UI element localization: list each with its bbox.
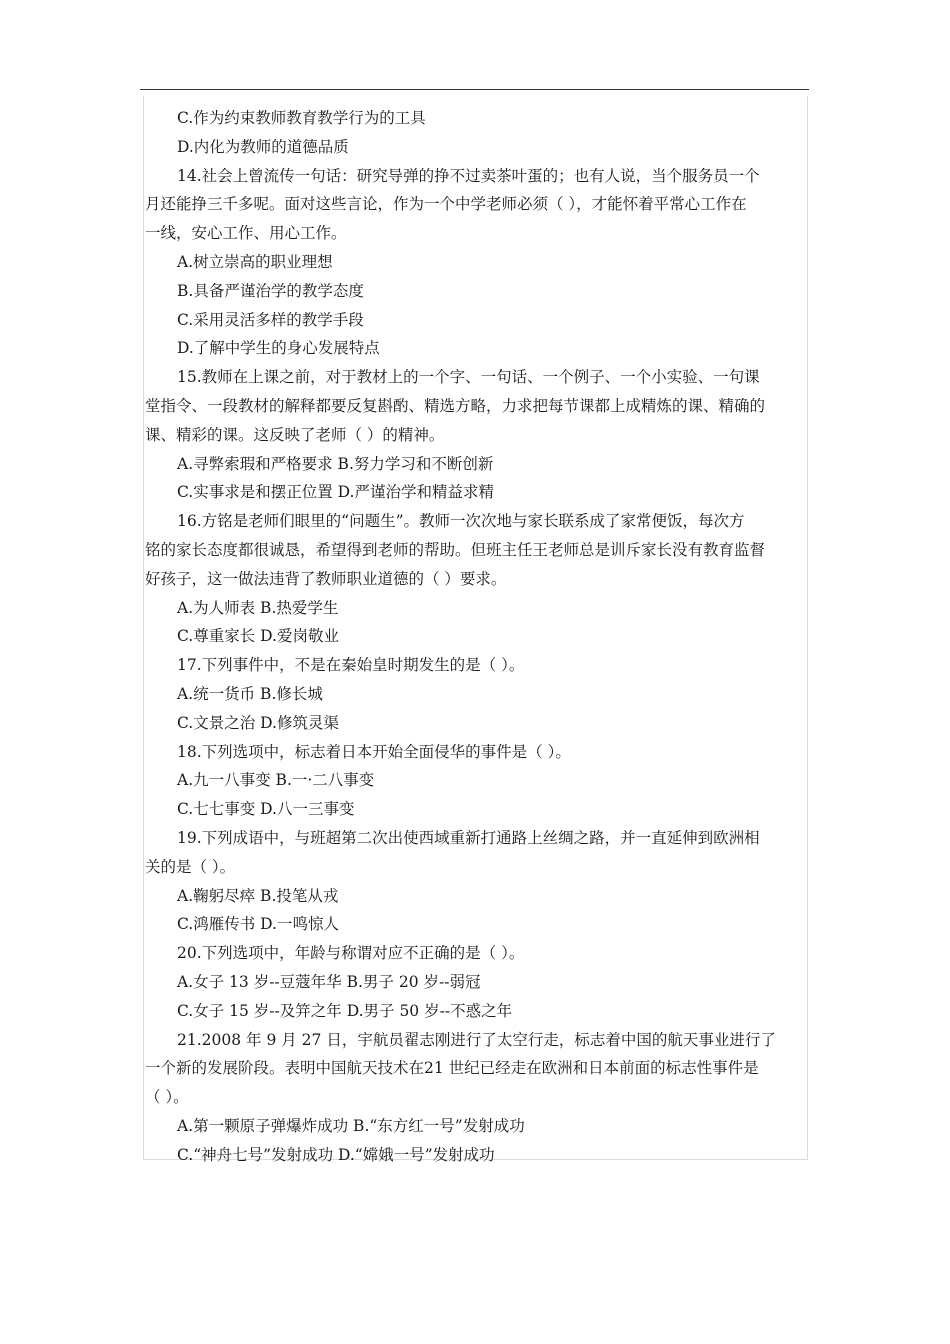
answer-option-line: A.女子 13 岁--豆蔻年华 B.男子 20 岁--弱冠: [177, 972, 481, 991]
answer-option-line: A.树立崇高的职业理想: [177, 252, 333, 271]
answer-option-line: A.统一货币 B.修长城: [177, 684, 323, 703]
question-text-line: 一个新的发展阶段。表明中国航天技术在21 世纪已经走在欧洲和日本前面的标志性事件是: [145, 1059, 759, 1078]
question-text-line: 14.社会上曾流传一句话：研究导弹的挣不过卖茶叶蛋的；也有人说，当个服务员一个: [177, 166, 760, 185]
answer-option-line: A.为人师表 B.热爱学生: [177, 598, 339, 617]
question-text-line: 课、精彩的课。这反映了老师（ ）的精神。: [145, 425, 445, 444]
answer-option-line: C.采用灵活多样的教学手段: [177, 310, 364, 329]
document-body: [145, 104, 809, 1169]
question-text-line: 17.下列事件中，不是在秦始皇时期发生的是（ ）。: [177, 656, 525, 675]
answer-option-line: B.具备严谨治学的教学态度: [177, 281, 364, 300]
answer-option-line: A.九一八事变 B.一·二八事变: [177, 771, 375, 790]
question-text-line: 15.教师在上课之前，对于教材上的一个字、一句话、一个例子、一个小实验、一句课: [177, 368, 760, 387]
answer-option-line: A.寻弊索瑕和严格要求 B.努力学习和不断创新: [177, 454, 494, 473]
question-text-line: 堂指令、一段教材的解释都要反复斟酌、精选方略，力求把每节课都上成精炼的课、精确的: [145, 396, 766, 415]
question-text-line: 21.2008 年 9 月 27 日，宇航员翟志刚进行了太空行走，标志着中国的航天事业进行了: [177, 1030, 776, 1049]
question-text-line: 一线，安心工作、用心工作。: [145, 224, 347, 243]
answer-option-line: D.了解中学生的身心发展特点: [177, 339, 380, 358]
question-text-line: 铭的家长态度都很诚恳，希望得到老师的帮助。但班主任王老师总是训斥家长没有教育监督: [145, 540, 766, 559]
answer-option-line: C.女子 15 岁--及笄之年 D.男子 50 岁--不惑之年: [177, 1001, 513, 1020]
question-text-line: 16.方铭是老师们眼里的“问题生”。教师一次次地与家长联系成了家常便饭，每次方: [177, 512, 745, 531]
answer-option-line: C.实事求是和摆正位置 D.严谨治学和精益求精: [177, 483, 494, 502]
question-text-line: 18.下列选项中，标志着日本开始全面侵华的事件是（ ）。: [177, 742, 571, 761]
question-text-line: 好孩子，这一做法违背了教师职业道德的（ ）要求。: [145, 569, 507, 588]
question-text-line: 月还能挣三千多呢。面对这些言论，作为一个中学老师必须（ ），才能怀着平常心工作在: [145, 195, 747, 214]
answer-option-line: C.“神舟七号”发射成功 D.“嫦娥一号”发射成功: [177, 1145, 495, 1164]
header-rule: [140, 89, 809, 90]
answer-option-line: C.文景之治 D.修筑灵渠: [177, 713, 339, 732]
question-text-line: （ ）。: [145, 1088, 189, 1107]
answer-option-line: C.七七事变 D.八一三事变: [177, 800, 355, 819]
answer-option-line: C.鸿雁传书 D.一鸣惊人: [177, 915, 339, 934]
question-text-line: 19.下列成语中，与班超第二次出使西域重新打通路上丝绸之路，并一直延伸到欧洲相: [177, 828, 760, 847]
answer-option-line: C.尊重家长 D.爱岗敬业: [177, 627, 339, 646]
answer-option-line: A.第一颗原子弹爆炸成功 B.“东方红一号”发射成功: [177, 1116, 525, 1135]
question-text-line: 关的是（ ）。: [145, 857, 236, 876]
answer-option-line: A.鞠躬尽瘁 B.投笔从戎: [177, 886, 339, 905]
answer-option-line: D.内化为教师的道德品质: [177, 137, 349, 156]
question-text-line: 20.下列选项中，年龄与称谓对应不正确的是（ ）。: [177, 944, 525, 963]
answer-option-line: C.作为约束教师教育教学行为的工具: [177, 109, 426, 127]
